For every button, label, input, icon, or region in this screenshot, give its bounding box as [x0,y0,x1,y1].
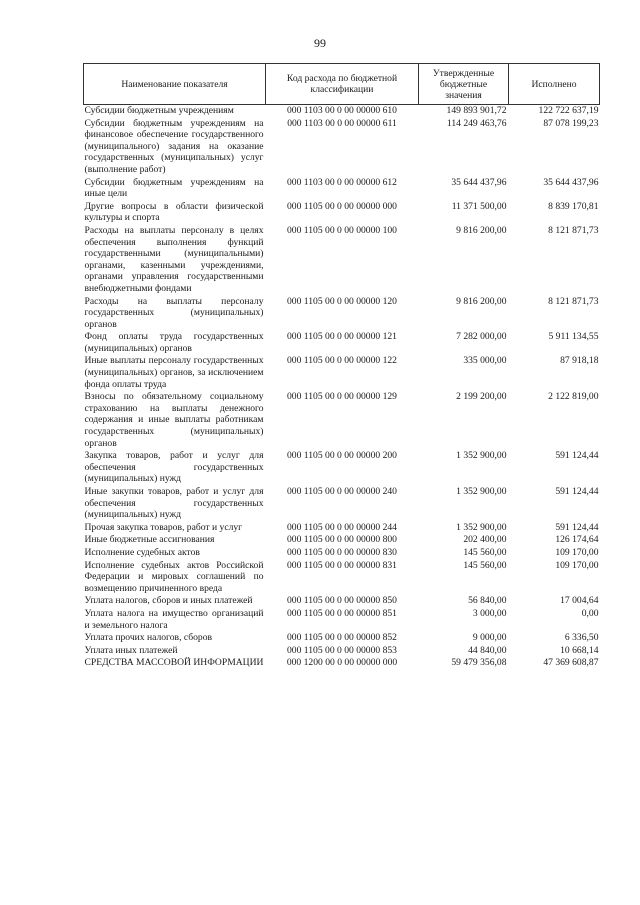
cell-name: Прочая закупка товаров, работ и услуг [84,521,243,533]
cell-name: Иные закупки товаров, работ и услуг для обеспечения государственных (муниципальных) нужд [84,486,264,521]
cell-executed: 122 722 637,19 [538,105,599,116]
cell-code: 000 1105 00 0 00 00000 240 [287,486,397,497]
cell-code: 000 1103 00 0 00 00000 610 [287,105,397,116]
budget-execution-table [83,63,600,670]
cell-executed: 8 121 871,73 [548,295,599,307]
cell-code: 000 1105 00 0 00 00000 000 [287,200,397,212]
cell-executed: 17 004,64 [560,595,599,607]
cell-name: Уплата налогов, сборов и иных платежей [84,595,253,607]
cell-name: Иные выплаты персоналу государственных (муниципальных) органов, за исключением фонда оплаты труда [84,355,264,390]
table-row [84,595,600,608]
table-row [84,331,600,355]
cell-code: 000 1105 00 0 00 00000 129 [287,391,397,403]
cell-code: 000 1105 00 0 00 00000 850 [287,595,397,607]
table-row [84,547,600,560]
table-row [84,105,600,118]
table-row [84,355,600,391]
table-body [84,105,600,670]
table-row [84,201,600,225]
cell-executed: 87 918,18 [560,355,599,367]
table-row [84,486,600,522]
cell-code: 000 1105 00 0 00 00000 853 [287,644,397,656]
table-row [84,608,600,632]
table-row [84,645,600,658]
cell-approved: 3 000,00 [472,607,507,619]
cell-name: Взносы по обязательному социальному страхованию на выплаты денежного содержания и иные выплаты работникам государственных (муниципальных) органов [84,391,264,449]
cell-approved: 1 352 900,00 [456,521,507,533]
cell-code: 000 1105 00 0 00 00000 830 [287,546,397,558]
table-header-row [84,64,600,105]
cell-approved: 145 560,00 [463,559,507,571]
cell-name: Расходы на выплаты персоналу государственных (муниципальных) органов [84,295,264,330]
cell-code: 000 1200 00 0 00 00000 000 [286,657,398,669]
cell-name: Исполнение судебных актов Российской Федерации и мировых соглашений по возмещению причиненного вреда [84,559,264,594]
cell-name: Субсидии бюджетным учреждениям [84,105,234,116]
cell-executed: 591 124,44 [555,450,599,462]
header-approved: Утвержденные бюджетные значения [419,64,509,105]
cell-code: 000 1105 00 0 00 00000 121 [287,331,397,343]
table-row [84,225,600,296]
table-row [84,657,600,670]
cell-executed: 591 124,44 [555,486,599,497]
table-row [84,118,600,177]
cell-approved: 1 352 900,00 [456,486,507,497]
cell-approved: 9 816 200,00 [456,295,507,307]
cell-name: Иные бюджетные ассигнования [84,534,215,546]
table-row [84,534,600,547]
cell-code: 000 1105 00 0 00 00000 120 [287,295,397,307]
cell-executed: 0,00 [581,607,599,619]
cell-approved: 9 816 200,00 [456,224,507,236]
cell-executed: 126 174,64 [555,534,599,546]
cell-executed: 5 911 134,55 [548,331,599,343]
cell-approved: 202 400,00 [463,534,507,546]
table-row [84,391,600,450]
cell-name: Закупка товаров, работ и услуг для обеспечения государственных (муниципальных) нужд [84,450,264,485]
cell-code: 000 1105 00 0 00 00000 122 [287,355,397,367]
cell-approved: 44 840,00 [468,644,507,656]
cell-name: Уплата прочих налогов, сборов [84,632,213,644]
cell-code: 000 1105 00 0 00 00000 852 [287,632,397,644]
cell-name: Субсидии бюджетным учреждениям на финансовое обеспечение государственного (муниципального) задания на оказание государственных (муниципальных) услуг (выполнение работ) [84,117,264,175]
cell-executed: 8 121 871,73 [548,224,599,236]
cell-code: 000 1105 00 0 00 00000 100 [287,224,397,236]
cell-approved: 59 479 356,08 [451,657,507,669]
cell-name: Субсидии бюджетным учреждениям на иные цели [84,176,264,200]
cell-code: 000 1105 00 0 00 00000 244 [287,521,397,533]
cell-code: 000 1105 00 0 00 00000 200 [287,450,397,462]
cell-approved: 1 352 900,00 [456,450,507,462]
table-row [84,296,600,332]
cell-approved: 35 644 437,96 [451,176,507,188]
cell-executed: 87 078 199,23 [543,117,599,129]
table-row [84,522,600,535]
cell-name: Расходы на выплаты персоналу в целях обеспечения выполнения функций государственными (муниципальными) органами, казенными учреждениями, органами управления государственными внебюджетными фондами [84,224,264,294]
header-name: Наименование показателя [84,64,266,105]
cell-code: 000 1105 00 0 00 00000 800 [287,534,397,546]
cell-code: 000 1105 00 0 00 00000 831 [287,559,397,571]
header-code: Код расхода по бюджетной классификации [266,64,419,105]
cell-executed: 109 170,00 [555,546,599,558]
cell-code: 000 1105 00 0 00 00000 851 [287,607,397,619]
cell-executed: 10 668,14 [560,644,599,656]
cell-executed: 2 122 819,00 [548,391,599,403]
cell-executed: 47 369 608,87 [543,657,599,669]
cell-approved: 7 282 000,00 [456,331,507,343]
cell-approved: 11 371 500,00 [451,200,507,212]
page-number: 99 [314,36,326,50]
table-row [84,450,600,486]
cell-name: Уплата иных платежей [84,644,178,656]
cell-name: Исполнение судебных актов [84,546,200,558]
cell-code: 000 1103 00 0 00 00000 611 [287,117,397,129]
cell-name: Другие вопросы в области физической культуры и спорта [84,200,264,224]
cell-approved: 145 560,00 [463,546,507,558]
cell-executed: 8 839 170,81 [548,200,599,212]
cell-executed: 6 336,50 [564,632,599,644]
cell-executed: 591 124,44 [555,521,599,533]
cell-executed: 109 170,00 [555,559,599,571]
cell-approved: 335 000,00 [463,355,507,367]
cell-name: Уплата налога на имущество организаций и земельного налога [84,607,264,631]
cell-name: Фонд оплаты труда государственных (муниципальных) органов [84,331,264,354]
cell-executed: 35 644 437,96 [543,176,599,188]
table-row [84,632,600,645]
cell-code: 000 1103 00 0 00 00000 612 [287,176,397,188]
cell-name: СРЕДСТВА МАССОВОЙ ИНФОРМАЦИИ [84,657,264,669]
cell-approved: 9 000,00 [472,632,507,644]
cell-approved: 2 199 200,00 [456,391,507,403]
header-executed: Исполнено [509,64,600,105]
cell-approved: 114 249 463,76 [446,117,507,129]
table-row [84,560,600,596]
cell-approved: 149 893 901,72 [446,105,507,116]
table-row [84,177,600,201]
cell-approved: 56 840,00 [468,595,507,607]
